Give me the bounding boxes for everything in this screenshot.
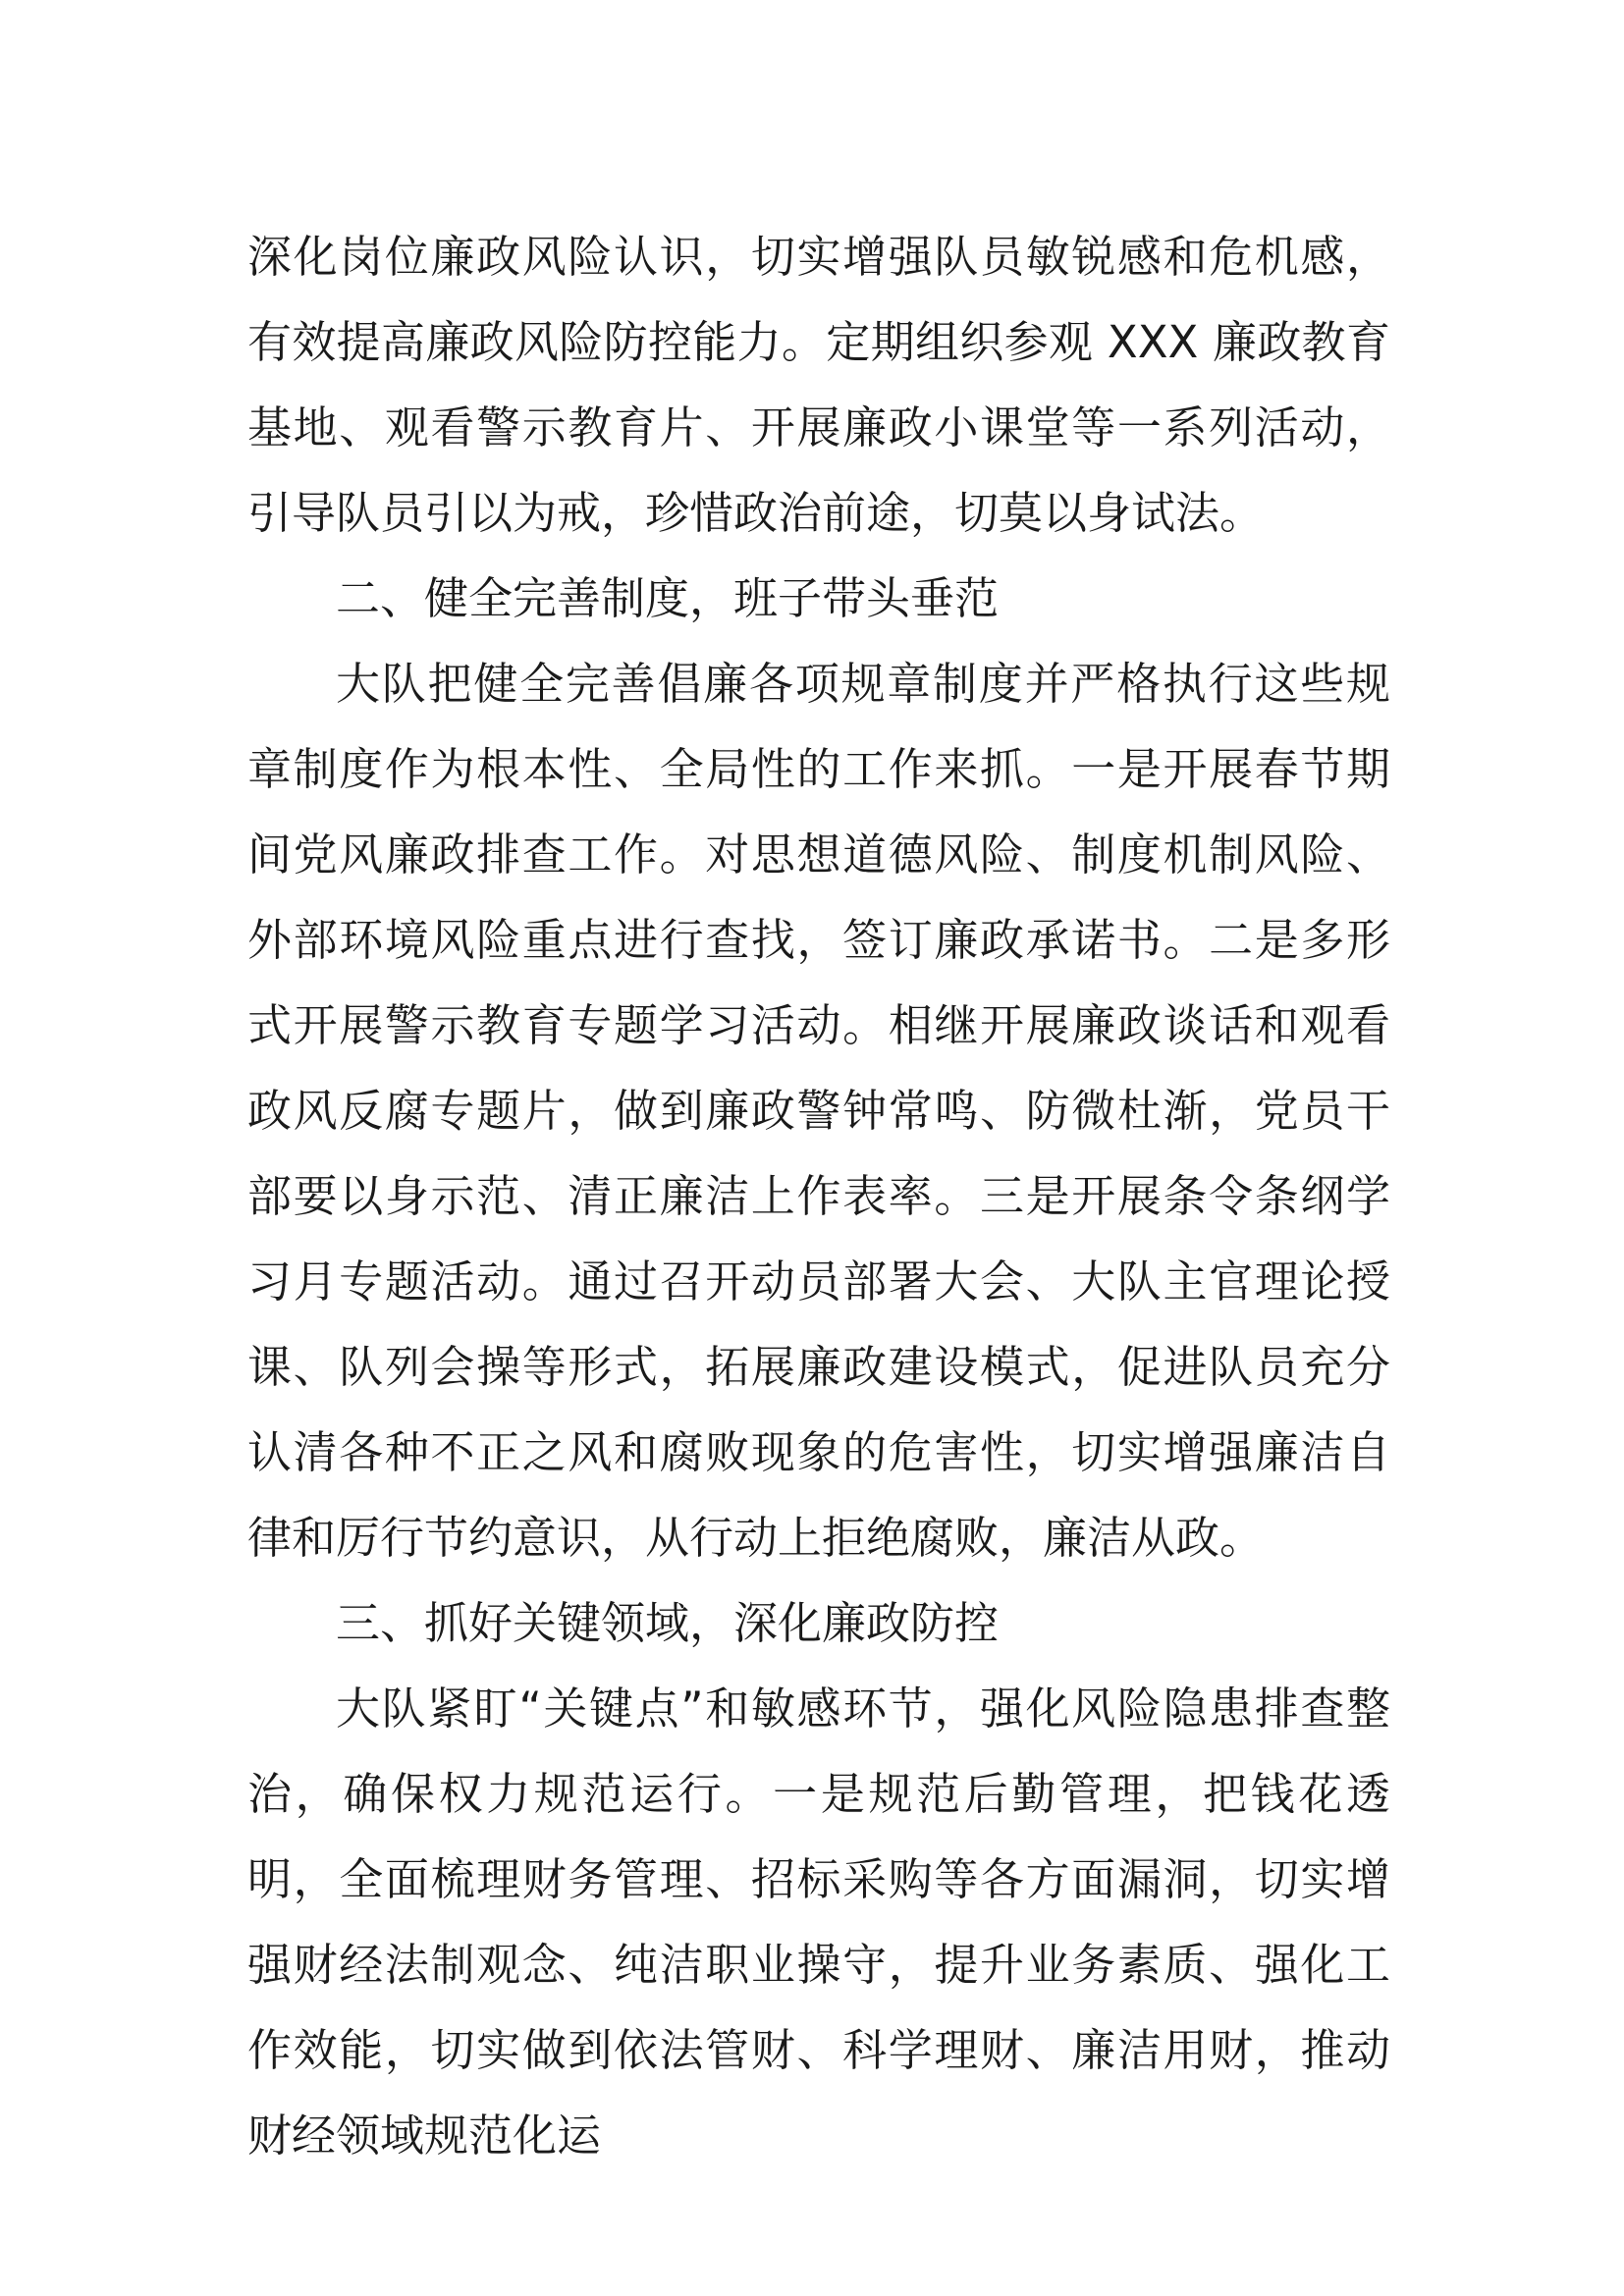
section-heading-2: 二、健全完善制度，班子带头垂范	[336, 572, 1000, 624]
body-paragraph-section-2: 大队把健全完善倡廉各项规章制度并严格执行这些规章制度作为根本性、全局性的工作来抓。一是开展春节期间党风廉政排查工作。对思想道德风险、制度机制风险、外部环境风险重点进行查找，签订廉政承诺书。二是多形式开展警示教育专题学习活动。相继开展廉政谈话和观看政风反腐专题片，做到廉政警钟常鸣、防微杜渐，党员干部要以身示范、清正廉洁上作表率。三是开展条令条纲学习月专题活动。通过召开动员部署大会、大队主官理论授课、队列会操等形式，拓展廉政建设模式，促进队员充分认清各种不正之风和腐败现象的危害性，切实增强廉洁自律和厉行节约意识，从行动上拒绝腐败，廉洁从政。	[247, 658, 1390, 1564]
body-paragraph-section-3: 大队紧盯“关键点”和敏感环节，强化风险隐患排查整治，确保权力规范运行。一是规范后勤管理，把钱花透明，全面梳理财务管理、招标采购等各方面漏洞，切实增强财经法制观念、纯洁职业操守，提升业务素质、强化工作效能，切实做到依法管财、科学理财、廉洁用财，推动财经领域规范化运	[247, 1682, 1390, 2162]
body-paragraph-continuation: 深化岗位廉政风险认识，切实增强队员敏锐感和危机感，有效提高廉政风险防控能力。定期组织参观 XXX 廉政教育基地、观看警示教育片、开展廉政小课堂等一系列活动，引导队员引以为戒，珍惜政治前途，切莫以身试法。	[247, 231, 1390, 539]
document-body	[247, 214, 1390, 2178]
section-heading-3: 三、抓好关键领域，深化廉政防控	[336, 1597, 1000, 1649]
